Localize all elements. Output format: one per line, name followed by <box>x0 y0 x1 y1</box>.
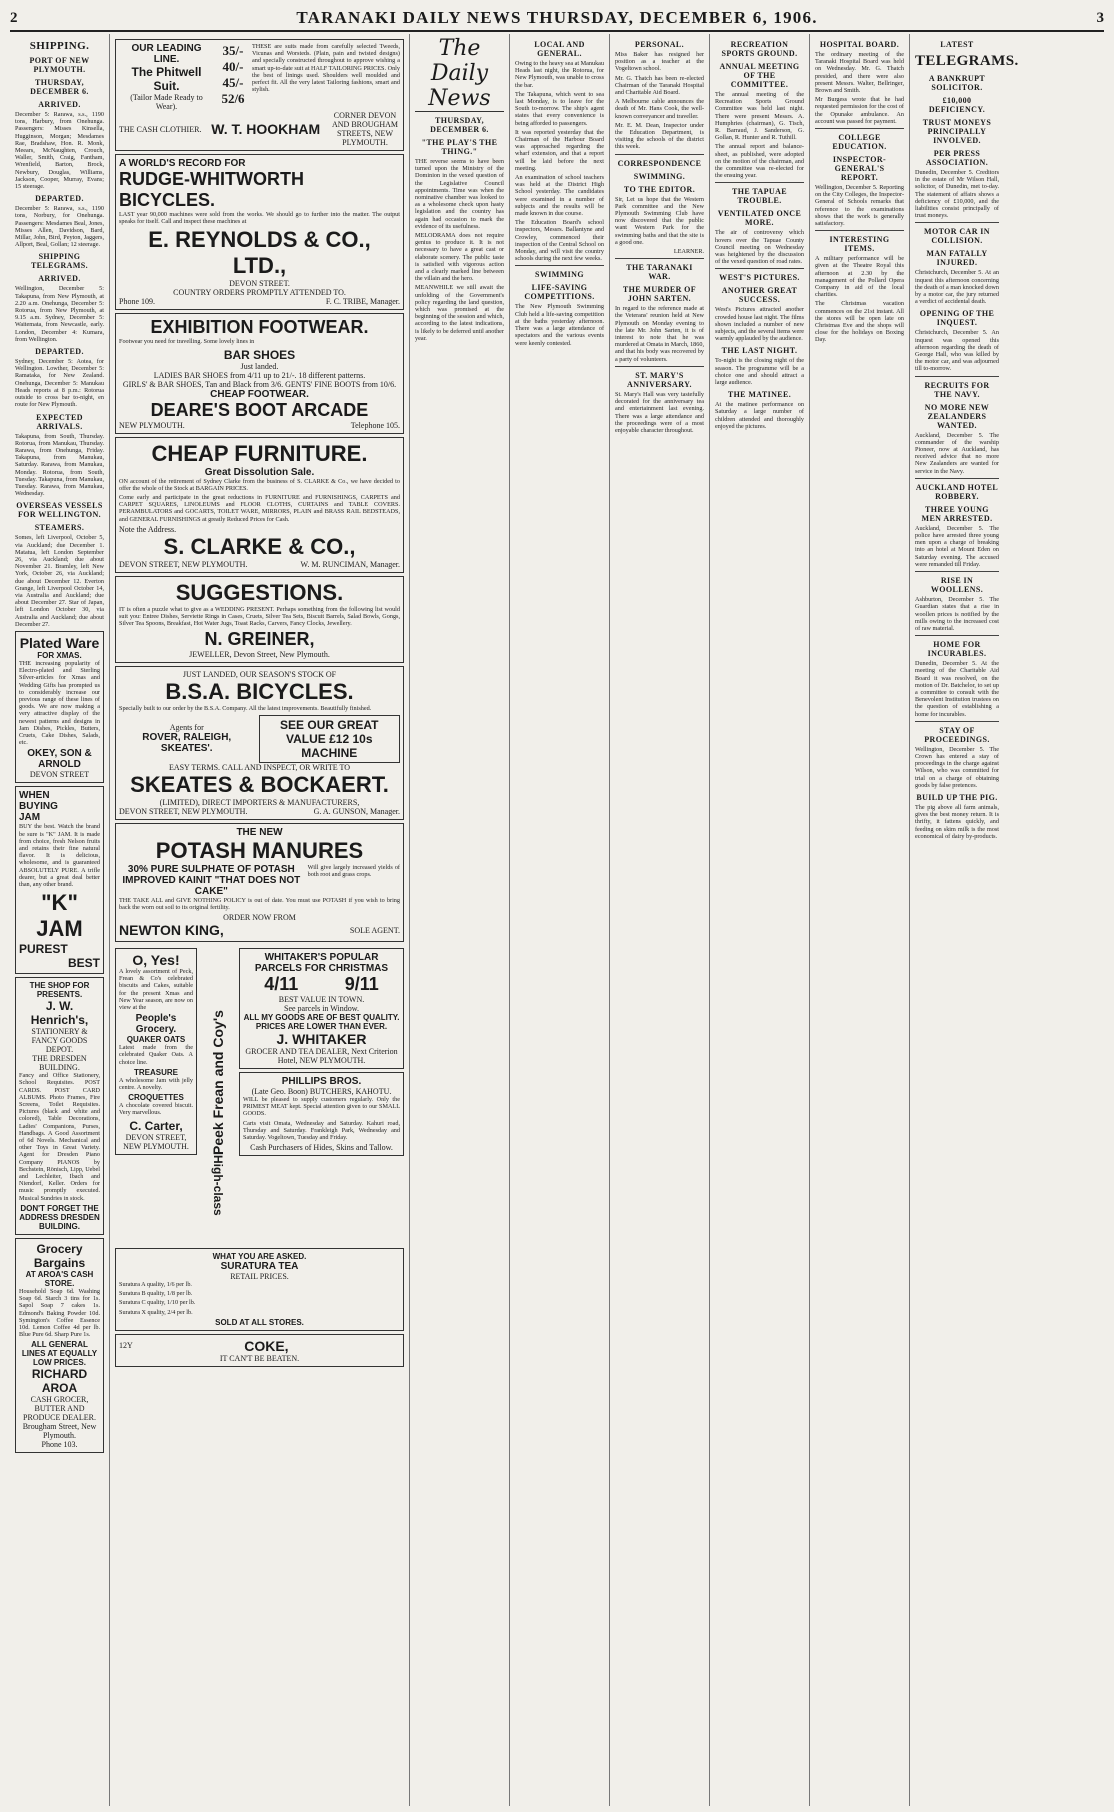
xmas-text: The Christmas vacation commences on the 21st instant. All the stores will be open late on Christmas Eve and the shops will close for the holidays on Boxing Day. <box>815 300 904 344</box>
potash-order: ORDER NOW FROM <box>223 913 296 923</box>
plated-sub: FOR XMAS. <box>37 650 82 660</box>
croquettes-text: A chocolate covered biscuit. Very marvellous. <box>119 1102 193 1117</box>
local-p1: Owing to the heavy sea at Manukau Heads last night, the Rotorua, for New Plymouth, was unable to cross the bar. <box>515 60 605 89</box>
telegrams-heading: SHIPPING TELEGRAMS. <box>30 252 89 271</box>
record: A WORLD'S RECORD FOR <box>119 158 246 169</box>
tapuae-heading: THE TAPUAE TROUBLE. <box>731 187 788 206</box>
pig-text: The pig above all farm animals, gives the best money return. It is thrifty, it fattens quickly, and feeding on skim milk is the most economical of dairy by-products. <box>915 803 999 840</box>
plated-title: Plated Ware <box>19 634 100 651</box>
inspector-heading: INSPECTOR-GENERAL'S REPORT. <box>832 155 887 183</box>
personal-p2: Mr. G. Thatch has been re-elected Chairman of the Taranaki Hospital and Charitable Aid Board. <box>615 74 704 97</box>
footwear-title: EXHIBITION FOOTWEAR. <box>150 317 369 338</box>
phitwell-sub: (Tailor Made Ready to Wear). <box>130 93 203 111</box>
price-2: 40/- <box>222 59 244 74</box>
bsa-sub: Specially built to our order by the B.S.A. Company. All the latest improvements. Beautifully finished. <box>119 705 372 713</box>
matinee-text: At the matinee performance on Saturday a large number of children attended and thoroughly enjoyed the pictures. <box>715 401 804 430</box>
agents-for: Agents for <box>169 723 204 733</box>
phitwell-suit: The Phitwell Suit. <box>131 65 202 93</box>
rudge-ad <box>115 154 404 310</box>
high-class: High-class <box>211 1155 225 1216</box>
aroa-addr: Brougham Street, New Plymouth. <box>22 1422 97 1441</box>
aroa-sub: CASH GROCER, BUTTER AND PRODUCE DEALER. <box>23 1395 96 1423</box>
coke: COKE, <box>244 1337 289 1354</box>
stay-text: Wellington, December 5. The Crown has entered a stay of proceedings in the charge against Wilson, who was committed for trial on a charge of obtaining goods by false pretences. <box>915 745 999 789</box>
editorial-p3: MEANWHILE we still await the unfolding of the Government's policy regarding the land question, which was promised at the beginning of the session and which, according to the latest indications, is likely to be deferred until another year. <box>415 284 504 342</box>
latest-heading: LATEST <box>940 40 974 49</box>
column-hospital <box>810 34 910 1806</box>
phillips-text: WILL be pleased to supply customers regularly. Only the PRIMEST MEAT kept. Special attention given to our SMALL GOODS. <box>243 1096 400 1118</box>
deare-ad <box>115 313 404 433</box>
plated-firm-sub: DEVON STREET <box>29 770 90 780</box>
hookham-name: W. T. HOOKHAM <box>211 121 321 137</box>
whitaker-price-2: 9/11 <box>344 974 379 995</box>
pig-heading: BUILD UP THE PIG. <box>916 792 998 802</box>
shop-sub: STATIONERY & FANCY GOODS DEPOT. <box>31 1027 88 1055</box>
navy-text: Auckland, December 5. The commander of the warship Pioneer, now at Auckland, has received advice that no more New Zealanders are wanted for service in the Navy. <box>915 431 999 475</box>
motor-heading: MOTOR CAR IN COLLISION. <box>924 227 990 246</box>
whitaker-ad <box>239 948 404 1069</box>
plated-firm: OKEY, SON & ARNOLD <box>27 748 92 771</box>
expected-heading: EXPECTED ARRIVALS. <box>36 412 83 431</box>
phillips-cash: Cash Purchasers of Hides, Skins and Tallow. <box>250 1143 393 1153</box>
whitaker-name: J. WHITAKER <box>276 1031 367 1048</box>
page-number-left: 2 <box>10 9 18 26</box>
college-text: Wellington, December 5. Reporting on the City Colleges, the Inspector-General of Schools remarks that reference to the examinations shows that the work is generally satisfactory. <box>815 184 904 228</box>
coke-sub: IT CAN'T BE BEATEN. <box>219 1353 300 1363</box>
quaker: QUAKER OATS <box>126 1035 186 1045</box>
column-telegrams <box>910 34 1019 1806</box>
grocery-lines: ALL GENERAL LINES AT EQUALLY LOW PRICES. <box>21 1340 98 1368</box>
corr-to: TO THE EDITOR. <box>623 184 696 194</box>
coke-ad <box>115 1334 404 1367</box>
arrived-text: December 5: Rarawa, s.s., 1190 tons, Harbury, from Onehunga. Passengers: Misses Kinsella, Hugginson, Morgan; Mesdames Rae, Bradshaw, Hon. R. Monk, Meears, McNaughten, Crouch, Waller, Smith, Craig, Fantham, Wrenfield, Barton, Brock, Newbury, Douglas, Williams, Jackson, Cooper, Murray, Evans; 15 steerage. <box>15 111 104 191</box>
skeates-addr: DEVON STREET, NEW PLYMOUTH. <box>119 806 248 816</box>
coke-phone: 12Y <box>119 1341 133 1351</box>
grocery-sub: AT AROA'S CASH STORE. <box>25 1269 94 1288</box>
corr-text: Sir, Let us hope that the Western Park committee and the New Plymouth Swimming Club have now discovered that the public want Western Park for the swimming baths and that the site is a good one. <box>615 195 704 246</box>
bar-shoes: BAR SHOES <box>223 347 296 362</box>
note-address: Note the Address. <box>119 524 177 534</box>
jam-when: WHEN <box>19 790 50 802</box>
furniture-text-2: Come early and participate in the great reductions in FURNITURE and FURNISHINGS, CARPETS and CARPET SQUARES, LINOLEUMS and FLOOR CLOTHS, CURTAINS and TABLE COVERS. PERAMBULATORS and GOCARTS, TOILET WARE, MIRRORS, PLAIN and BRASS RAIL BEDSTEADS, and GENERAL FURNISHINGS at greatly Reduced Prices for Cash. <box>119 494 400 523</box>
jam-text: BUY the best. Watch the brand be sure is "K" JAM. It is made from choice, fresh Nelson fruits and retains their fine natural flavor. It is delicious, wholesome, and is guaranteed ABSOLUTELY PURE. A trifle dearer, but a great deal better than, any other brand. <box>19 823 100 889</box>
grocery-text: Household Soap 6d. Washing Soap 6d. Starch 3 tins for 1s. Sapol Soap 7 cakes 1s. Edmond's Baking Powder 10d. Symington's Coffee Essence 10d. Lemon Coffee 4d per lb. Blue Pure 6d. Sharp Pure 1s. <box>19 1287 100 1339</box>
masthead <box>10 6 1104 32</box>
reynolds: E. REYNOLDS & CO., LTD., <box>148 227 371 279</box>
local-p3: It was reported yesterday that the Chairman of the Harbour Board was approached regarding the wharf extension, and that a report will be laid before the next meeting. <box>515 128 604 172</box>
swimming-text: The New Plymouth Swimming Club held a life-saving competition at the baths yesterday afternoon. There was a large attendance of spectators and the various events were keenly contested. <box>515 303 604 347</box>
hospital-heading: HOSPITAL BOARD. <box>819 40 900 49</box>
grocery-title: Grocery Bargains <box>33 1241 86 1270</box>
steamers-heading: STEAMERS. <box>34 523 85 533</box>
greiner-ad <box>115 576 404 664</box>
phillips: PHILLIPS BROS. <box>281 1076 362 1088</box>
skeates-mgr: G. A. GUNSON, Manager. <box>313 806 400 816</box>
price-3: 45/- <box>222 75 244 90</box>
treasure-text: A wholesome Jam with jelly centre. A novelty. <box>119 1076 193 1092</box>
trust-heading: TRUST MONEYS PRINCIPALLY INVOLVED. <box>922 118 992 145</box>
column-local <box>510 34 610 1806</box>
skeates-ad <box>115 666 404 819</box>
greiner: N. GREINER, <box>204 629 315 650</box>
interesting-heading: INTERESTING ITEMS. <box>829 235 890 254</box>
shop-depot: THE DRESDEN BUILDING. <box>32 1054 87 1073</box>
what-you: WHAT YOU ARE ASKED. <box>212 1252 307 1262</box>
steamers-text: Somes, left Liverpool, October 5, via Auckland; due December 1. Matatua, left London September 26, via Auckland; due about November 21. Bramley, left New York, October 26, via Auckland; due about December 12. Everton Grange, left Liverpool October 14, via Australia and Auckland; due about December 27. Star of Japan, left London October 30, via Australia and Auckland; due about December 27. <box>15 534 104 628</box>
navy-heading: RECRUITS FOR THE NAVY. <box>924 380 990 399</box>
hospital-p2: Mr Burgess wrote that he had requested permission for the cost of the Opunake ambulance. An account was passed for payment. <box>815 96 904 125</box>
motor-text: Christchurch, December 5. At an inquest this afternoon concerning the death of a man knocked down by a motor car, the jury returned a verdict of accidental death. <box>915 269 999 306</box>
value-box: SEE OUR GREAT VALUE £12 10s MACHINE <box>259 715 401 763</box>
per-press: PER PRESS ASSOCIATION. <box>925 149 989 167</box>
agents-brands: ROVER, RALEIGH, SKEATES'. <box>142 732 232 755</box>
shop-name: J. W. Henrich's, <box>30 999 89 1028</box>
reynolds-street: DEVON STREET. <box>229 279 290 289</box>
incurables-heading: HOME FOR INCURABLES. <box>927 640 987 659</box>
shipping-date: THURSDAY, DECEMBER 6. <box>30 78 89 96</box>
personal-heading: PERSONAL. <box>634 40 685 49</box>
potash-pure: 30% PURE SULPHATE OF POTASH <box>127 863 295 875</box>
bsa: B.S.A. BICYCLES. <box>165 679 354 705</box>
reynolds-mgr: F. C. TRIBE, Manager. <box>325 297 400 307</box>
treasure: TREASURE <box>133 1067 178 1077</box>
retail-line-3: Suratura C quality, 1/10 per lb. <box>119 1299 196 1307</box>
local-heading: LOCAL AND GENERAL. <box>534 40 585 58</box>
telegrams-heading: TELEGRAMS. <box>915 53 1019 69</box>
murder-heading: THE MURDER OF JOHN SARTEN. <box>622 285 697 304</box>
retail-line-4: Suratura X quality, 2/4 per lb. <box>119 1308 193 1316</box>
overseas-heading: OVERSEAS VESSELS FOR WELLINGTON. <box>16 501 103 520</box>
bottom-ads-row <box>115 945 404 1245</box>
plated-text: THE increasing popularity of Electro-plated and Sterling Silver-articles for Xmas and Wedding Gifts has prompted us to considerably increase our previous range of these lines of goods. We are now making a very attractive display of the newest patterns and designs in Jam Dishes, Pickles, Butters, Cruets, Cake Dishes, Salads, etc. <box>19 659 100 747</box>
jam-k: "K" JAM <box>36 890 83 942</box>
life-saving-heading: LIFE-SAVING COMPETITIONS. <box>524 283 595 302</box>
jam-purest: PUREST <box>19 942 68 957</box>
corr-swimming: SWIMMING. <box>633 171 686 181</box>
last-night-heading: THE LAST NIGHT. <box>721 346 798 356</box>
tel-departed-heading: DEPARTED. <box>35 347 84 357</box>
clarke-addr: DEVON STREET, NEW PLYMOUTH. <box>119 559 248 569</box>
newspaper-title: TARANAKI DAILY NEWS THURSDAY, DECEMBER 6, 1906. <box>296 8 818 27</box>
hookham-addr: CORNER DEVON AND BROUGHAM STREETS, NEW PLYMOUTH. <box>331 111 398 147</box>
peek-frean: Peek Frean and Coy's <box>210 1010 226 1156</box>
newton-king: NEWTON KING, <box>119 922 224 939</box>
potash-text: THE TAKE ALL and GIVE NOTHING POLICY is out of date. You must use POTASH if you wish to bring back the worn out soil to its original fertility. <box>119 896 400 911</box>
personal-p3: A Melbourne cable announces the death of Mr. Hans Cook, the well-known conveyancer and traveller. <box>615 98 704 120</box>
suratura-ad <box>115 1248 404 1331</box>
skeates: SKEATES & BOCKAERT. <box>130 771 389 797</box>
personal-p4: Mr. E. M. Dean, Inspector under the Education Department, is visiting the schools of the district this week. <box>615 121 704 151</box>
sports-annual: ANNUAL MEETING OF THE COMMITTEE. <box>719 62 800 89</box>
sports-p2: The annual report and balance-sheet, as published, were adopted on the motion of the chairman, and the committee was re-elected for the ensuing year. <box>715 143 804 180</box>
whitaker-price-1: 4/11 <box>264 974 299 995</box>
war-heading: THE TARANAKI WAR. <box>626 263 693 282</box>
retail-line-1: Suratura A quality, 1/6 per lb. <box>119 1281 192 1289</box>
oyes: O, Yes! <box>132 952 180 969</box>
suratura: SURATURA TEA <box>220 1261 299 1273</box>
navy-sub: NO MORE NEW ZEALANDERS WANTED. <box>924 402 990 430</box>
potash-kainit: IMPROVED KAINIT "THAT DOES NOT CAKE" <box>122 874 301 897</box>
furniture-text: ON account of the retirement of Sydney Clarke from the business of S. CLARKE & Co., we have decided to offer the whole of the Stock at BARGAIN PRICES. <box>119 477 400 492</box>
stmary-heading: ST. MARY'S ANNIVERSARY. <box>627 370 692 389</box>
page-number-right: 3 <box>1096 9 1104 26</box>
phillips-ad <box>239 1072 404 1156</box>
phillips-carts: Carts visit Omata, Wednesday and Saturday. Kahuri road, Thursday and Saturday. Frankleigh Park, Wednesday and Saturday. Vogeltown, Tuesday and Friday. <box>243 1119 400 1142</box>
reynolds-country: COUNTRY ORDERS PROMPTLY ATTENDED TO. <box>173 288 346 298</box>
war-text: In regard to the reference made at the Veterans' reunion held at New Plymouth on Monday evening to the late Mr. John Sarten, it is of interest to note that he was murdered at Omata in March, 1860, and that his body was recovered by a party of volunteers. <box>615 305 704 363</box>
paper-banner: The Daily News <box>415 36 504 112</box>
editorial-p2: MELODRAMA does not require genius to produce it. It is not necessary to have a great cast or elaborate scenery. The public taste is satisfied with vigorous action and a clearly marked line between the villain and the hero. <box>415 232 504 283</box>
inquest-text: Christchurch, December 5. An inquest was opened this afternoon regarding the death of George Hall, who was killed by the motor car, and was adjourned till to-morrow. <box>915 329 999 373</box>
bar-girls: GIRLS' & BAR SHOES, Tan and Black from 3/6. GENTS' FINE BOOTS from 10/6. <box>122 379 397 389</box>
cheap-footwear: CHEAP FOOTWEAR. <box>210 388 309 400</box>
retail-line-2: Suratura B quality, 1/8 per lb. <box>119 1290 193 1298</box>
whitaker-title: WHITAKER'S POPULAR PARCELS FOR CHRISTMAS <box>254 952 389 975</box>
another-heading: ANOTHER GREAT SUCCESS. <box>721 286 798 305</box>
quaker-text: Latest made from the celebrated Quaker Oats. A choice line. <box>119 1044 193 1066</box>
shop-footer: DON'T FORGET THE ADDRESS DRESDEN BUILDING. <box>19 1203 100 1231</box>
suggestions-text: IT is often a puzzle what to give as a WEDDING PRESENT. Perhaps something from the following list would suit you: Entree Dishes, Serviette Rings in Cases, Cruets, Silver Tea Sets, Biscuit Barrels, Salad Bowls, Gongs, Silver Tea Spoons, Breakfast, Hot Water Jugs, Toast Racks, Carvers, Fancy Clocks, Jewellery. <box>119 605 400 628</box>
page-columns <box>10 34 1104 1806</box>
suggestions: SUGGESTIONS. <box>175 579 344 605</box>
shop-text: Fancy and Office Stationery, School Requisites. POST CARDS. POST CARD ALBUMS. Photo Frames, Fire Screens, Toilet Requisites. Pictures (black and white and colored), Table Decorations, Ladies' Companions, Purses, Handbags. A Good Assortment of 6d Novels. Mechanical and other Toys in Great Variety. Agent for Dresden Piano Company PIANOS by Bechstein, Rönisch, Lipp, Uebel and Lechleiter, Ibach and Niendorf, Keller. Orders for music promptly executed. Musical Sundries in stock. <box>19 1072 100 1202</box>
henrich-ad <box>15 977 104 1235</box>
clarke: S. CLARKE & CO., <box>163 533 356 559</box>
tel-arrived-heading: ARRIVED. <box>38 274 81 284</box>
oyes-store: People's Grocery. <box>135 1013 177 1036</box>
whitaker-sub: GROCER AND TEA DEALER, Next Criterion Hotel, NEW PLYMOUTH. <box>245 1047 398 1066</box>
jam-jam: JAM <box>19 812 41 824</box>
arrived-heading: ARRIVED. <box>38 100 81 109</box>
shop-title: THE SHOP FOR PRESENTS. <box>29 981 90 1000</box>
last-night-text: To-night is the closing night of the season. The programme will be a choice one and should attract a large audience. <box>715 357 804 387</box>
woollens-text: Ashburton, December 5. The Guardian states that a rise in woollen prices is notified by the mills owing to the increased cost of raw material. <box>915 596 999 632</box>
aroa-name: RICHARD AROA <box>31 1367 88 1396</box>
jam-buying: BUYING <box>19 801 58 813</box>
oyes-text: A lovely assortment of Peck, Frean & Co's celebrated biscuits and Cakes, suitable for the present Xmas and New Year season, are now on view at the <box>119 968 193 1012</box>
motor-sub: MAN FATALLY INJURED. <box>926 249 988 268</box>
west-heading: WEST'S PICTURES. <box>719 273 800 283</box>
editorial-p1: THE reverse seems to have been turned upon the Ministry of the Dominion in the vexed question of the Legislative Council appointments. Time was when the nominative chamber was looked to as a wholesome check upon hasty legislation and the country has again had occasion to mark the evidence of its usefulness. <box>415 158 504 230</box>
jam-best: BEST <box>67 956 100 971</box>
reynolds-phone: Phone 109. <box>119 297 155 307</box>
hookham-ad <box>115 39 404 151</box>
hospital-p1: The ordinary meeting of the Taranaki Hospital Board was held on Wednesday. Mr. G. Thatch presided, and there were also present Messrs. Walter, Bellringer, Brown and Smith. <box>815 51 904 95</box>
easy-terms: EASY TERMS. CALL AND INSPECT, OR WRITE TO <box>168 762 351 772</box>
swimming-heading: SWIMMING <box>535 270 584 280</box>
tel-departed-text: Sydney, December 5: Aotea, for Wellington. Lowther, December 5: Ramataka, for New Zealand. Onehunga, December 5: Manukau Heads reports at 8 p.m.: Rotorua outside to cross bar to-night, en route for New Plymouth. <box>15 358 104 409</box>
correspondence-heading: CORRESPONDENCE <box>617 158 702 168</box>
sold: SOLD AT ALL STORES. <box>215 1317 304 1327</box>
arrested-heading: THREE YOUNG MEN ARRESTED. <box>921 504 993 523</box>
bankrupt-heading: A BANKRUPT SOLICITOR. <box>928 74 986 92</box>
departed-text: December 5: Rarawa, s.s., 1190 tons, Norbury, for Onehunga. Passengers: Mesdames Beal, Jones, Misses Allen, Davidson, Bard, Millar, John, Bird, Peyton, Jaggers, Allport, Beal, Gollan; 12 steerage. <box>15 205 104 249</box>
whitaker-best: BEST VALUE IN TOWN. <box>278 995 365 1005</box>
stay-heading: STAY OF PROCEEDINGS. <box>924 725 990 744</box>
croquettes: CROQUETTES <box>128 1093 184 1103</box>
incurables-text: Dunedin, December 5. At the meeting of the Charitable Aid Board it was resolved, on the motion of Dr. Batchelor, to set up a committee to consult with the Benevolent Institution trustees on the question of establishing a home for incurables. <box>915 660 999 718</box>
column-shipping <box>10 34 110 1806</box>
footwear-text: Footwear you need for travelling. Some lovely lines in <box>119 338 255 346</box>
local-p4: An examination of school teachers was held at the District High School yesterday. The candidates were examined in a number of subjects and the results will be made known in due course. <box>515 174 604 218</box>
price-1: 35/- <box>222 43 244 58</box>
deare-addr: NEW PLYMOUTH. <box>119 420 185 430</box>
phillips-sub: (Late Geo. Boon) BUTCHERS, KAHOTU. <box>251 1087 392 1097</box>
college-heading: COLLEGE EDUCATION. <box>832 133 887 152</box>
hookham-left: THE CASH CLOTHIER. <box>119 124 202 134</box>
robbery-heading: AUCKLAND HOTEL ROBBERY. <box>915 482 999 501</box>
bar-landed: Just landed. <box>240 361 279 371</box>
rudge-text: LAST year 90,000 machines were sold from the works. We should go to further into the matter. The output speaks for itself. Call and inspect these machines at <box>119 211 400 226</box>
price-4: 52/6 <box>221 91 245 106</box>
leading-line: OUR LEADING LINE. <box>131 43 202 65</box>
carter: C. Carter, <box>129 1118 183 1133</box>
clarke-mgr: W. M. RUNCIMAN, Manager. <box>300 559 400 569</box>
plated-ware-ad <box>15 631 104 783</box>
robbery-text: Auckland, December 5. The police have arrested three young men upon a charge of breaking into an hotel at Mount Eden on Saturday evening. The accused were remanded till Friday. <box>915 524 999 568</box>
inquest-heading: OPENING OF THE INQUEST. <box>919 309 995 328</box>
editorial-date: THURSDAY, DECEMBER 6. <box>430 116 489 134</box>
sports-heading: RECREATION SPORTS GROUND. <box>721 40 798 58</box>
whitaker-all: ALL MY GOODS ARE OF BEST QUALITY. PRICES ARE LOWER THAN EVER. <box>243 1013 400 1032</box>
potash-ad <box>115 823 404 942</box>
bsa-landed: JUST LANDED, OUR SEASON'S STOCK OF <box>182 670 337 680</box>
interesting-text: A military performance will be given at the Theatre Royal this afternoon at 2.30 by the management of the Pollard Opera Company in aid of the local charities. <box>815 255 904 299</box>
matinee-heading: THE MATINEE. <box>727 390 792 400</box>
bar-ladies: LADIES BAR SHOES from 4/11 up to 21/-. 18 different patterns. <box>153 370 366 380</box>
carter-ad <box>115 948 197 1155</box>
deare: DEARE'S BOOT ARCADE <box>150 399 369 420</box>
local-p5: The Education Board's school inspectors, Messrs. Ballantyne and Crowley, commenced their inspection of the Central School on Monday, and will visit the country schools during the next few weeks. <box>515 219 604 263</box>
newton-agent: SOLE AGENT. <box>349 925 400 935</box>
deare-phone: Telephone 105. <box>350 420 400 430</box>
tapuae-text: The air of controversy which hovers over the Tapuae County Council meeting on Wednesday was heightened by the discussion of the vexed question of road rates. <box>715 229 804 266</box>
expected-text: Takapuna, from South, Thursday. Rotorua, from Manukau, Thursday. Rarawa, from Onehunga, Friday. Takapuna, from Manukau, Saturday. Rarawa, from Manukau, Monday. Rotorua, from South, Tuesday. Takapuna, from Manukau, Tuesday. Rarawa, from Manukau, Wednesday. <box>15 432 104 498</box>
woollens-heading: RISE IN WOOLLENS. <box>930 576 984 595</box>
k-jam-ad <box>15 786 104 974</box>
column-sports <box>710 34 810 1806</box>
aroa-ad <box>15 1238 104 1453</box>
tel-arrived-text: Wellington, December 5: Takapuna, from New Plymouth, at 2.20 a.m. Onehunga, December 5: Rotorua, from New Plymouth, at 9.15 a.m. Sydney, December 5: Waitemata, from Newcastle, early. London, December 4: Kumara, from Wellington. <box>15 285 104 343</box>
retail: RETAIL PRICES. <box>230 1272 289 1282</box>
clarke-ad <box>115 437 404 573</box>
sports-p1: The annual meeting of the Recreation Sports Ground Committee was held last night. There were present Messrs. A. Humphries (chairman), G. Tisch, R. Barraud, J. Sanderson, G. Gollan, R. Hunter and R. Tuthill. <box>715 91 804 142</box>
stmary-text: St. Mary's Hall was very tastefully decorated for the anniversary tea and entertainment last evening. There was a large attendance and the proceedings were of a most enjoyable character throughout. <box>615 390 704 434</box>
departed-heading: DEPARTED. <box>35 194 84 204</box>
whitaker-sec: See parcels in Window. <box>284 1004 359 1014</box>
personal-p1: Miss Baker has resigned her position as a teacher at the Vogeltown school. <box>615 51 704 73</box>
the-new: THE NEW <box>236 826 283 838</box>
column-ads <box>110 34 410 1806</box>
dissolution: Great Dissolution Sale. <box>204 466 315 478</box>
column-editorial <box>410 34 510 1806</box>
skeates-sub: (LIMITED), DIRECT IMPORTERS & MANUFACTURERS, <box>159 797 360 807</box>
bankrupt-text: Dunedin, December 5. Creditors in the estate of Mr Wilson Hall, solicitor, of Dunedin, met to-day. The statement of affairs shows a deficiency of £10,000, and the liabilities consist principally of trust moneys. <box>915 169 999 220</box>
column-personal <box>610 34 710 1806</box>
corr-sign: LEARNER. <box>673 248 704 256</box>
aroa-phone: Phone 103. <box>41 1440 78 1450</box>
editorial-leader: "THE PLAY'S THE THING." <box>421 138 498 156</box>
carter-addr: DEVON STREET, NEW PLYMOUTH. <box>123 1132 189 1151</box>
greiner-sub: JEWELLER, Devon Street, New Plymouth. <box>189 650 330 660</box>
potash-note: Will give largely increased yields of both root and grass crops. <box>307 863 400 878</box>
local-p2: The Takapuna, which went to sea last Monday, is to leave for the South to-morrow. The ship's agent states that every convenience is being afforded to passengers. <box>515 90 604 127</box>
west-text: West's Pictures attracted another crowded house last night. The films shown included a number of new subjects, and the several items were warmly applauded by the audience. <box>715 306 804 343</box>
port-heading: PORT OF NEW PLYMOUTH. <box>29 56 90 74</box>
cheap-furniture: CHEAP FURNITURE. <box>151 440 368 466</box>
shipping-heading: SHIPPING. <box>29 40 90 52</box>
potash: POTASH MANURES <box>155 837 364 863</box>
rudge: RUDGE-WHITWORTH BICYCLES. <box>119 169 304 210</box>
bankrupt-sub: £10,000 DEFICIENCY. <box>928 96 986 114</box>
ventilated-heading: VENTILATED ONCE MORE. <box>717 209 802 228</box>
hookham-text: THESE are suits made from carefully selected Tweeds, Vicunas and Worsteds. (Plain, pain and twisted designs) and specially constructed throughout to approve wishing a smart up-to-date suit at HALF TAILORING PRICES. Only the best of linings used. Shoulders well moulded and perfect fit. All the very latest Tailoring fashions, smart and stylish. <box>252 43 400 94</box>
